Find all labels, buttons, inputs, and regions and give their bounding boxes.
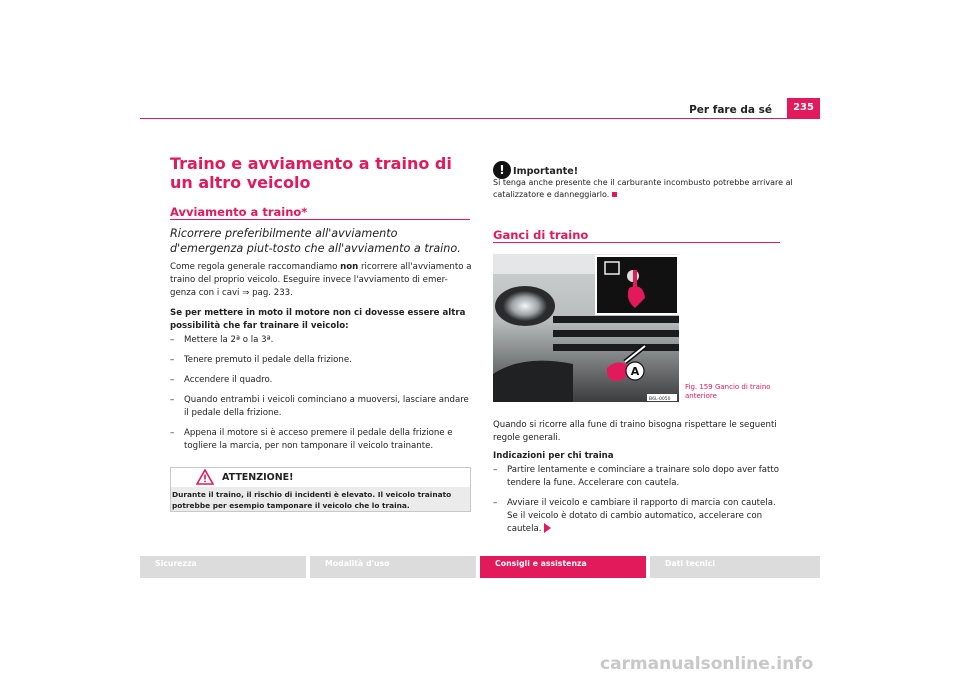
step-item bbox=[493, 497, 783, 535]
step-dash: – bbox=[170, 355, 175, 365]
header-section-title: Per fare da sé bbox=[689, 104, 772, 116]
warning-header bbox=[170, 467, 471, 487]
tow-hook-photo bbox=[493, 254, 679, 402]
step-dash: – bbox=[170, 335, 175, 345]
p1-text-after: ricorrere all'avviamento a traino del proprio veicolo. Eseguire invece l'avviamento di emer-genza con i cavi ⇒ pag. 233. bbox=[170, 262, 472, 298]
indications-title: Indicazioni per chi traina bbox=[493, 451, 614, 461]
section-title-ganci: Ganci di traino bbox=[493, 228, 589, 242]
step-dash: – bbox=[493, 465, 498, 475]
warning-title: ATTENZIONE! bbox=[222, 472, 294, 483]
important-text bbox=[493, 177, 793, 201]
step-item bbox=[493, 464, 783, 490]
step-item bbox=[170, 354, 472, 367]
lead-paragraph: Ricorrere preferibilmente all'avviamento d'emergenza piut-tosto che all'avviamento a traino. bbox=[170, 227, 461, 255]
step-text: Accendere il quadro. bbox=[184, 375, 273, 385]
subtitle-rule bbox=[170, 219, 470, 220]
intro-paragraph bbox=[170, 261, 472, 299]
continue-arrow-icon bbox=[544, 523, 551, 533]
page-number: 235 bbox=[787, 98, 820, 118]
towing-rules-paragraph: Quando si ricorre alla fune di traino bisogna rispettare le seguenti regole generali. bbox=[493, 420, 777, 443]
subtitle-avviamento: Avviamento a traino* bbox=[170, 205, 308, 219]
step-dash: – bbox=[170, 375, 175, 385]
step-text: Appena il motore si è acceso premere il pedale della frizione e togliere la marcia, per non tamponare il veicolo trainante. bbox=[184, 428, 453, 451]
tab-consigli-assistenza[interactable]: Consigli e assistenza bbox=[480, 556, 646, 578]
conditions-lead: Se per mettere in moto il motore non ci dovesse essere altra possibilità che far trainare il veicolo: bbox=[170, 308, 466, 331]
end-marker-icon bbox=[612, 192, 617, 197]
step-text: Partire lentamente e cominciare a trainare solo dopo aver fatto tendere la fune. Accelerare con cautela. bbox=[507, 465, 780, 488]
section-rule bbox=[493, 242, 780, 243]
exclamation-circle-icon: ! bbox=[493, 161, 511, 179]
figure-callout-a: A bbox=[630, 365, 640, 378]
step-text-wrap bbox=[493, 497, 783, 535]
tab-modalita-uso[interactable]: Modalità d'uso bbox=[310, 556, 476, 578]
step-dash: – bbox=[170, 428, 175, 438]
header-rule bbox=[140, 118, 820, 119]
step-dash: – bbox=[493, 498, 498, 508]
step-text: Mettere la 2ª o la 3ª. bbox=[184, 335, 274, 345]
step-item bbox=[170, 427, 472, 453]
important-title: Importante! bbox=[513, 166, 579, 177]
warning-text: Durante il traino, il rischio di incidenti è elevato. Il veicolo trainato potrebbe per esempio tamponare il veicolo che lo traina. bbox=[172, 490, 452, 510]
warning-triangle-icon bbox=[196, 469, 214, 485]
step-text: Tenere premuto il pedale della frizione. bbox=[184, 355, 352, 365]
step-item bbox=[170, 394, 472, 420]
figure-code: B6L-0050 bbox=[649, 397, 671, 402]
figure-caption: Fig. 159 Gancio di traino anteriore bbox=[685, 383, 771, 400]
p1-text-before: Come regola generale raccomandiamo bbox=[170, 262, 341, 272]
important-text-body: Si tenga anche presente che il carburante incombusto potrebbe arrivare al catalizzatore e danneggiarlo. bbox=[493, 178, 793, 199]
tab-dati-tecnici[interactable]: Dati tecnici bbox=[650, 556, 820, 578]
step-item bbox=[170, 334, 472, 347]
step-item bbox=[170, 374, 472, 387]
p1-text-bold: non bbox=[340, 262, 359, 272]
step-text: Quando entrambi i veicoli cominciano a muoversi, lasciare andare il pedale della frizione. bbox=[184, 395, 469, 418]
step-text: Avviare il veicolo e cambiare il rapporto di marcia con cautela. Se il veicolo è dotato di cambio automatico, accelerare con cautela. bbox=[507, 498, 776, 534]
watermark: carmanualsonline.info bbox=[600, 654, 814, 674]
step-dash: – bbox=[170, 395, 175, 405]
main-title: Traino e avviamento a traino di un altro veicolo bbox=[170, 154, 452, 192]
tab-sicurezza[interactable]: Sicurezza bbox=[140, 556, 306, 578]
